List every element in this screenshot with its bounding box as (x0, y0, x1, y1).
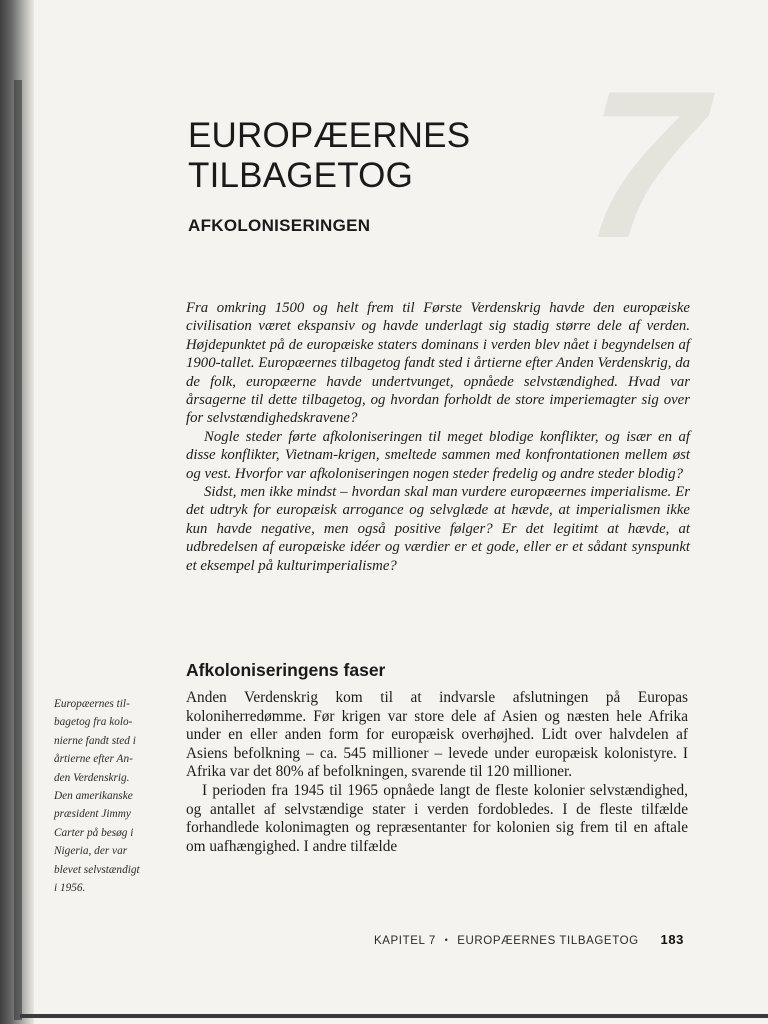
chapter-title (188, 116, 470, 196)
caption-line: Den amerikanske (54, 790, 133, 803)
chapter-title-line-2: TILBAGETOG (188, 156, 414, 195)
footer-chapter-label: KAPITEL 7 (373, 935, 436, 947)
caption-line: præsident Jimmy (54, 808, 131, 821)
page-bottom-edge (20, 1014, 768, 1018)
caption-line: årtierne efter An- (54, 753, 133, 766)
book-spine-edge (14, 80, 22, 1020)
caption-line: Europæernes til- (54, 698, 130, 710)
intro-paragraph: Nogle steder førte afkoloniseringen til meget blodige konflikter, og især en af disse konflikter, Vietnam-krigen, smeltede sammen med konfrontationen mellem øst og vest. Hvorfor var afkoloniseringen nogen steder fredelig og andre steder blodig? (186, 428, 690, 482)
chapter-title-line-1: EUROPÆERNES (188, 116, 471, 155)
body-paragraph: Anden Verdenskrig kom til at indvarsle afslutningen på Europas koloniherredømme. Før krigen var store dele af Asien og næsten hele Afrika under en eller anden form for europæisk overhøjhed. Lidt over halvdelen af Asiens befolkning – ca. 545 millioner – levede under europæisk kolonistyre. I Afrika var det 80% af befolkningen, svarende til 120 millioner. (186, 689, 688, 781)
caption-line: i 1956. (54, 882, 86, 895)
caption-line: nierne fandt sted i (54, 734, 136, 747)
body-text (186, 689, 688, 856)
caption-line: blevet selvstændigt (54, 863, 140, 876)
chapter-subtitle: AFKOLONISERINGEN (188, 216, 371, 235)
section-heading: Afkoloniseringens faser (186, 660, 386, 680)
intro-paragraph: Fra omkring 1500 og helt frem til Første Verdenskrig havde den europæiske civilisation været ekspansiv og havde underlagt sig stadig større dele af verden. Højdepunktet på de europæiske staters dominans i verden blev nået i begyndelsen af 1900-tallet. Europæernes tilbagetog fandt sted i årtierne efter Anden Verdenskrig, da de folk, europæerne havde undertvunget, opnåede selvstændighed. Hvad var årsagerne til dette tilbagetog, og hvordan forholdt de store imperiemagter sig over for selvstændighedskravene? (186, 300, 690, 427)
photo-caption (54, 695, 172, 897)
body-paragraph: I perioden fra 1945 til 1965 opnåede langt de fleste kolonier selvstændighed, og antallet af selvstændige stater i verden fordobledes. I de fleste tilfælde forhandlede kolonimagten og repræsentanter for kolonien sig frem til en aftale om uafhængighed. I andre tilfælde (186, 781, 688, 855)
caption-line: den Verdenskrig. (54, 771, 130, 784)
footer-chapter-title: EUROPÆERNES TILBAGETOG (457, 935, 639, 947)
intro-paragraph: Sidst, men ikke mindst – hvordan skal man vurdere europæernes imperialisme. Er det udtryk for europæisk arrogance og selvglæde at hævde, at imperialismen ikke kun havde negative, men også positive følger? Er det legitimt at hævde, at udbredelsen af europæiske idéer og værdier er et gode, eller er et sådant synspunkt et eksempel på kulturimperialisme? (186, 484, 690, 574)
caption-line: Nigeria, der var (54, 845, 128, 858)
page-number: 183 (660, 932, 684, 947)
caption-line: bagetog fra kolo- (54, 716, 133, 729)
running-footer (374, 932, 684, 947)
chapter-number-watermark: 7 (576, 47, 711, 282)
caption-line: Carter på besøg i (54, 826, 134, 839)
intro-text (186, 299, 690, 575)
footer-separator: • (444, 935, 449, 945)
